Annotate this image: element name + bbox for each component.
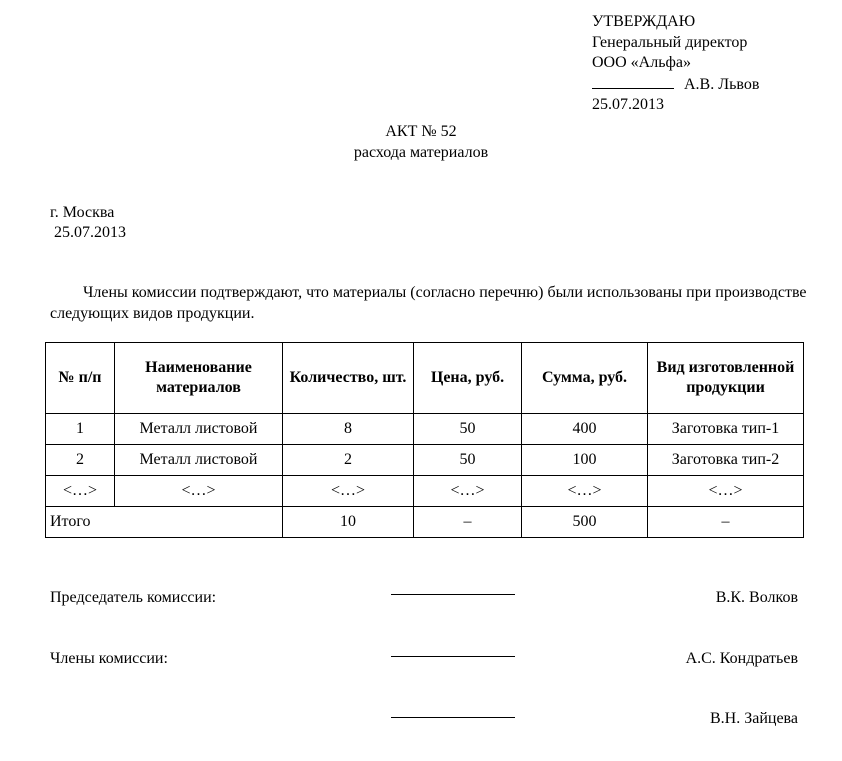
cell-sum: 400 — [522, 414, 648, 445]
document-title — [0, 121, 842, 163]
cell-name: Металл листовой — [115, 445, 283, 476]
approval-company: ООО «Альфа» — [592, 54, 691, 71]
table-header-row — [46, 343, 804, 414]
approval-signature-row — [592, 74, 759, 96]
chairman-label: Председатель комиссии: — [50, 589, 217, 606]
approval-signer: А.В. Львов — [684, 75, 760, 93]
member2-name: В.Н. Зайцева — [709, 710, 798, 727]
total-qty: 10 — [283, 507, 414, 538]
header-num: № п/п — [46, 343, 115, 414]
total-sum: 500 — [522, 507, 648, 538]
approval-block — [592, 12, 759, 116]
table-row — [46, 445, 804, 476]
table-total-row — [46, 507, 804, 538]
header-product: Вид изготовленной продукции — [648, 343, 804, 414]
approval-date: 25.07.2013 — [592, 96, 664, 113]
cell-num: <…> — [46, 476, 115, 507]
cell-name: Металл листовой — [115, 414, 283, 445]
cell-product: Заготовка тип-2 — [648, 445, 804, 476]
header-price: Цена, руб. — [414, 343, 522, 414]
cell-num: 2 — [46, 445, 115, 476]
cell-sum: <…> — [522, 476, 648, 507]
cell-product: <…> — [648, 476, 804, 507]
cell-num: 1 — [46, 414, 115, 445]
cell-qty: 8 — [283, 414, 414, 445]
cell-qty: <…> — [283, 476, 414, 507]
total-product: – — [648, 507, 804, 538]
approval-heading: УТВЕРЖДАЮ — [592, 13, 696, 30]
materials-table — [45, 342, 804, 538]
intro-text: Члены комиссии подтверждают, что материалы (согласно перечню) были использованы при производстве следующих видов продукции. — [50, 284, 807, 322]
table-row — [46, 414, 804, 445]
total-price: – — [414, 507, 522, 538]
approval-position: Генеральный директор — [592, 33, 748, 51]
member1-signature-line — [391, 656, 515, 657]
header-qty: Количество, шт. — [283, 343, 414, 414]
approval-signature-line — [592, 74, 674, 89]
cell-price: 50 — [414, 445, 522, 476]
cell-name: <…> — [115, 476, 283, 507]
cell-product: Заготовка тип-1 — [648, 414, 804, 445]
intro-paragraph — [50, 282, 810, 324]
cell-sum: 100 — [522, 445, 648, 476]
table-row — [46, 476, 804, 507]
member2-signature-line — [391, 717, 515, 718]
header-sum: Сумма, руб. — [522, 343, 648, 414]
header-name: Наименование материалов — [115, 343, 283, 414]
place-block — [50, 203, 126, 243]
total-label: Итого — [46, 507, 283, 538]
cell-qty: 2 — [283, 445, 414, 476]
city: г. Москва — [50, 204, 115, 221]
member1-name: А.С. Кондратьев — [685, 650, 798, 667]
cell-price: <…> — [414, 476, 522, 507]
chairman-signature-line — [391, 594, 515, 595]
act-title: АКТ № 52 — [385, 123, 457, 140]
chairman-name: В.К. Волков — [715, 589, 798, 606]
document-date: 25.07.2013 — [54, 224, 126, 241]
members-label: Члены комиссии: — [50, 650, 168, 667]
act-subtitle: расхода материалов — [353, 144, 489, 161]
cell-price: 50 — [414, 414, 522, 445]
